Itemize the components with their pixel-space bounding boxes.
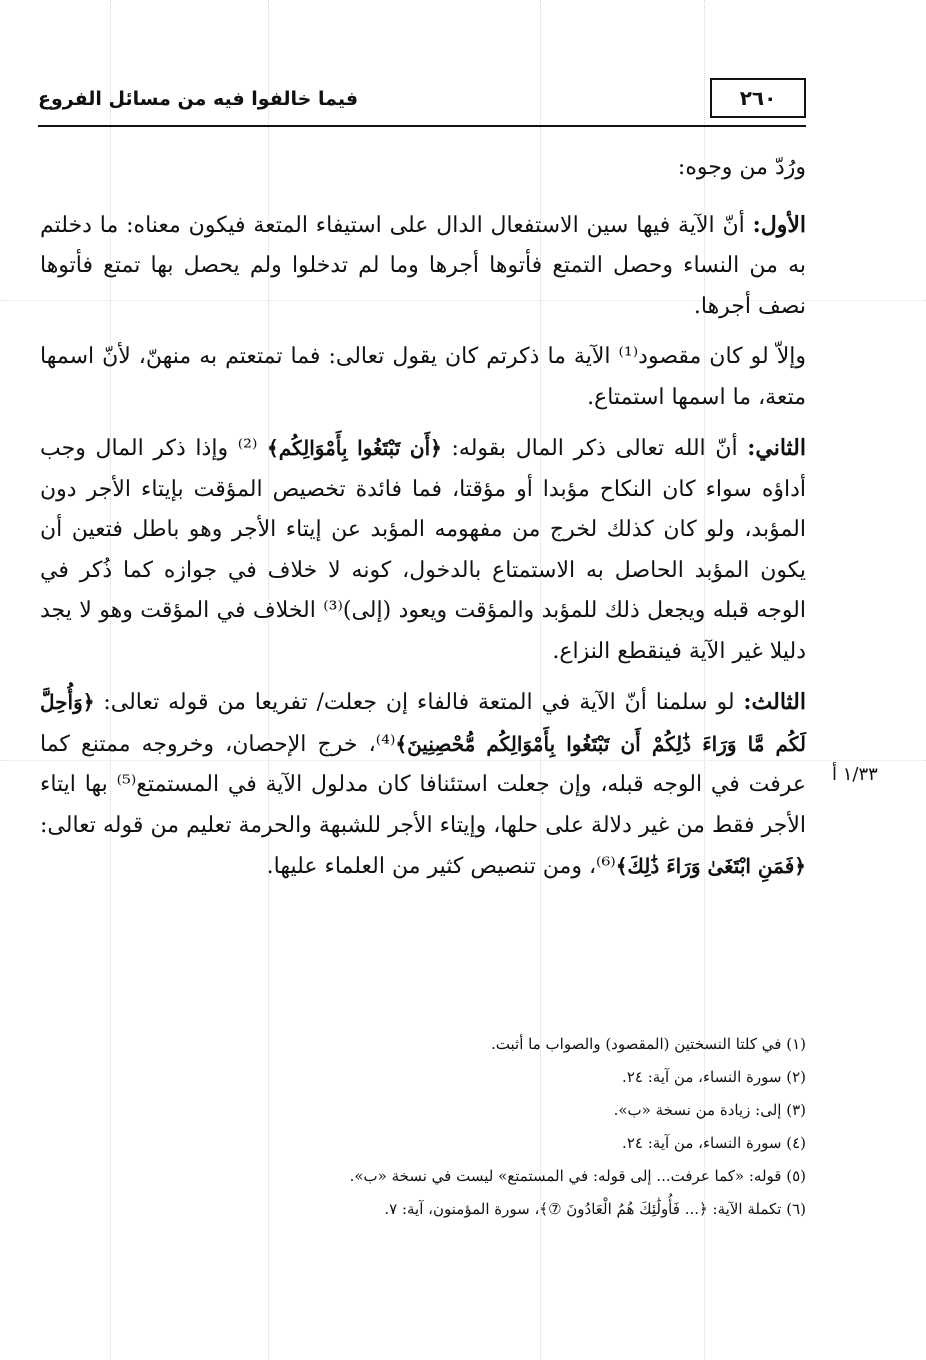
- main-text: [40, 140, 806, 888]
- footnote: (٤) سورة النساء، من آية: ٢٤.: [622, 1134, 806, 1152]
- paragraph-first: [40, 205, 806, 328]
- paragraph-label: الأول:: [752, 211, 806, 238]
- lead-line: ورُدّ من وجوه:: [677, 155, 806, 180]
- paragraph-text: أنّ الآية فيها سين الاستفعال الدال على استيفاء المتعة فيكون معناه: ما دخلتم به من النساء وحصل التمتع فأتوها أجرها وما لم تدخلوا ولم يحصل بها تمتع فأتوها نصف أجرها.: [40, 212, 806, 319]
- footnote: (٥) قوله: «كما عرفت... إلى قوله: في المستمتع» ليست في نسخة «ب».: [349, 1167, 806, 1185]
- paragraph-otherwise: وإلاّ لو كان مقصود⁽¹⁾ الآية ما ذكرتم كان يقول تعالى: فما تمتعتم به منهنّ، لأنّ اسمها متعة، ما اسمها استمتاع.: [40, 344, 806, 410]
- header-rule: [38, 125, 806, 127]
- page-number: ٢٦٠: [710, 78, 806, 118]
- quran-verse: ﴿أَن تَبْتَغُوا بِأَمْوَالِكُم﴾: [267, 436, 442, 460]
- manuscript-folio-marker: ١/٣٣ أ: [832, 764, 878, 785]
- paragraph-text: ⁽²⁾ وإذا ذكر المال وجب أداؤه سواء كان النكاح مؤبدا أو مؤقتا، فما فائدة تخصيص المؤقت بإيتاء الأجر دون المؤبد، ولو كان كذلك لخرج من مفهومه المؤبد عن إيتاء الأجر وهو باطل فتعين أن يكون المؤبد الحاصل به الاستمتاع بالدخول، كونه لا خلاف في جوازه كما ذُكر في الوجه قبله ويجعل ذلك للمؤبد والمؤقت ويعود (إلى)⁽³⁾ الخلاف في المؤقت وهو لا يجد دليلا غير الآية فينقطع النزاع.: [40, 436, 806, 664]
- quran-verse: ﴿فَمَنِ ابْتَغَىٰ وَرَاءَ ذَٰلِكَ﴾: [615, 854, 806, 878]
- quran-verse: ﴿وَأُحِلَّ لَكُم مَّا وَرَاءَ ذَٰلِكُمْ أَن تَبْتَغُوا بِأَمْوَالِكُم مُّحْصِنِينَ﴾: [40, 690, 806, 756]
- footnote: (١) في كلتا النسختين (المقصود) والصواب ما أثبت.: [491, 1035, 806, 1053]
- footnote: (٢) سورة النساء، من آية: ٢٤.: [622, 1068, 806, 1086]
- paragraph-text: ⁽⁴⁾، خرج الإحصان، وخروجه ممتنع كما عرفت في الوجه قبله، وإن جعلت استئنافا كان مدلول الآية في المستمتع⁽⁵⁾ بها ايتاء الأجر فقط من غير دلالة على حلها، وإيتاء الأجر للشبهة والحرمة تعليم من قوله تعالى:: [40, 731, 806, 838]
- paragraph-label: الثاني:: [747, 435, 806, 461]
- paragraph-text: لو سلمنا أنّ الآية في المتعة فالفاء إن جعلت/ تفريعا من قوله تعالى:: [94, 690, 744, 715]
- footnote: (٣) إلى: زيادة من نسخة «ب».: [613, 1101, 806, 1119]
- paragraph-second: [40, 428, 806, 672]
- paragraph-label: الثالث:: [743, 689, 806, 715]
- footnotes: [40, 1028, 806, 1226]
- paragraph-text: ⁽⁶⁾، ومن تنصيص كثير من العلماء عليها.: [266, 854, 616, 879]
- footnote: (٦) تكملة الآية: ﴿... فَأُولَٰئِكَ هُمُ الْعَادُونَ ⑦﴾، سورة المؤمنون، آية: ٧.: [384, 1200, 806, 1218]
- running-title: فيما خالفوا فيه من مسائل الفروع: [38, 88, 359, 110]
- paragraph-third: [40, 682, 806, 888]
- page-header: [38, 72, 806, 128]
- paragraph-text: أنّ الله تعالى ذكر المال بقوله:: [441, 436, 748, 461]
